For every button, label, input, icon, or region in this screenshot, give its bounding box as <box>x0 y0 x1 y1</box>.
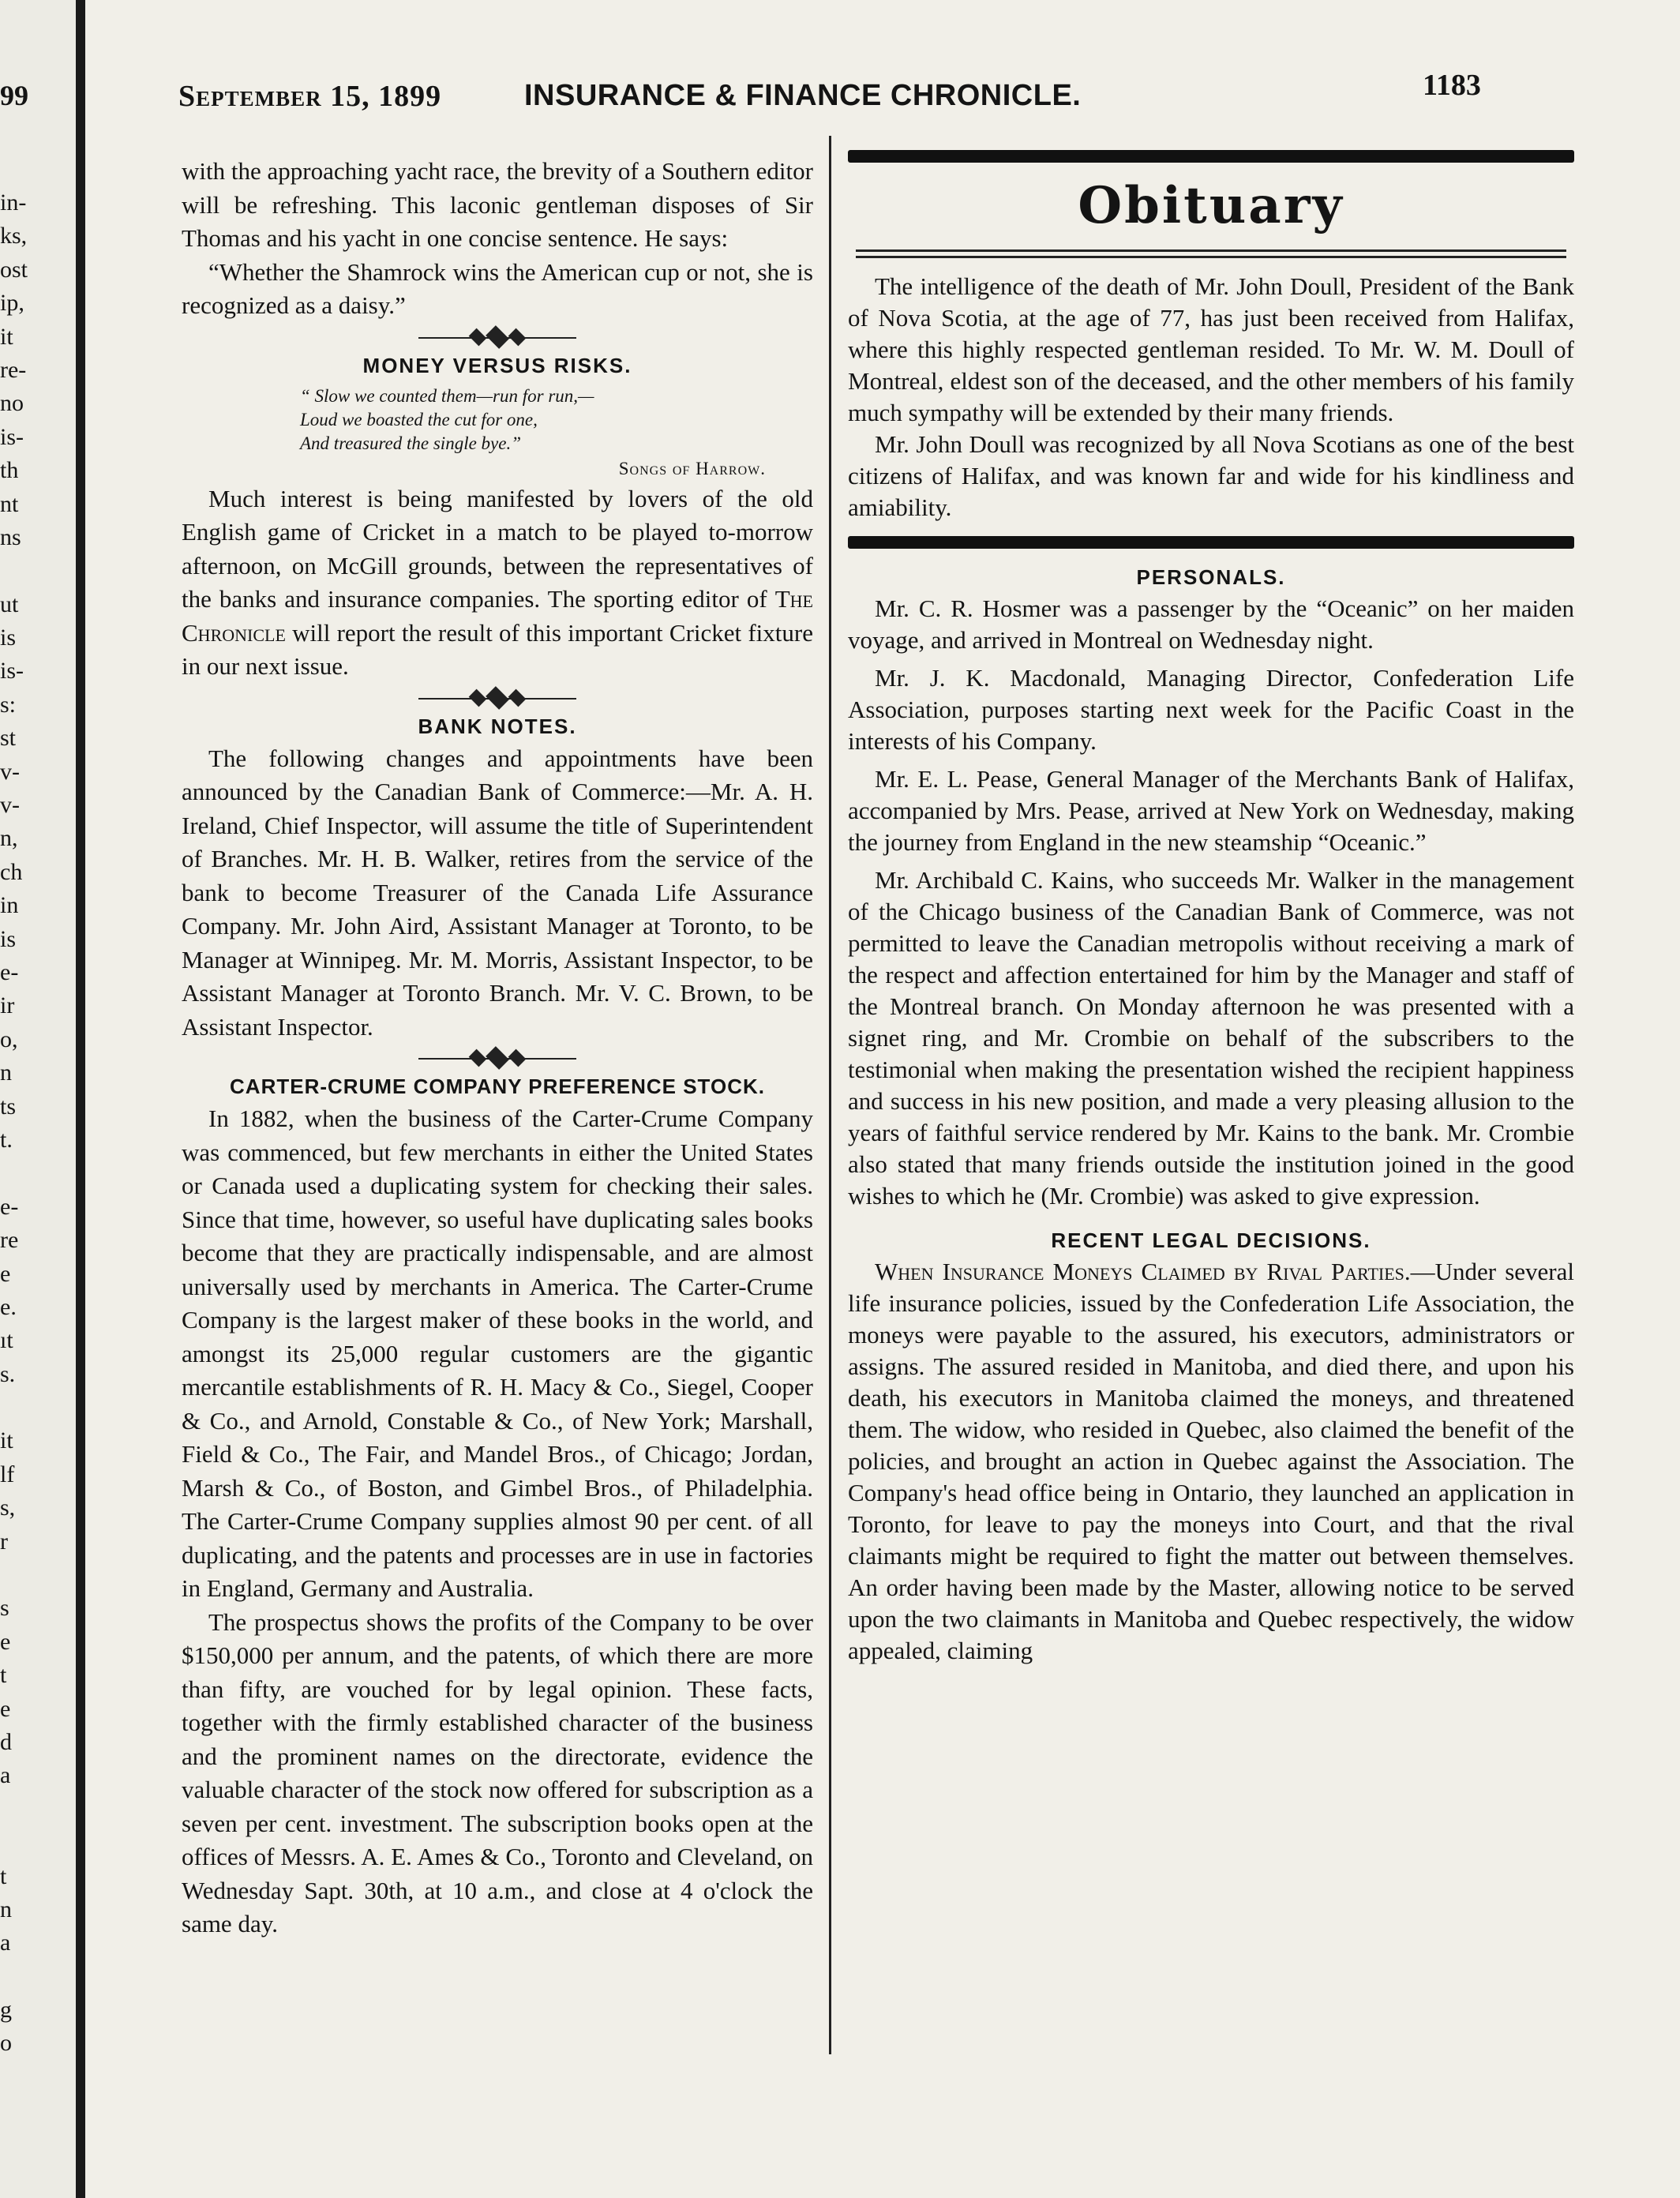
personal-item: Mr. J. K. Macdonald, Managing Director, Confederation Life Association, purposes starting next week for the Pacific Coast in the interests of his Company. <box>848 664 1574 755</box>
previous-page-fragment: is- <box>0 658 24 685</box>
previous-page-fragment: v- <box>0 758 20 785</box>
section-ornament <box>418 328 576 348</box>
bank-notes-paragraph: The following changes and appointments have been announced by the Canadian Bank of Commerce:—Mr. A. H. Ireland, Chief Inspector, will assume the title of Superintendent of Branches. Mr. H. B. Walker, retires from the service of the bank to become Treasurer of the Canada Life Assurance Company. Mr. John Aird, Assistant Manager at Toronto, to be Manager at Winnipeg. Mr. M. Morris, Assistant Inspector, to be Assistant Manager at Toronto Branch. Mr. V. C. Brown, to be Assistant Inspector. <box>182 744 813 1041</box>
verse-quote <box>300 384 813 456</box>
previous-page-fragment: d <box>0 1728 12 1755</box>
legal-body: —Under several life insurance policies, issued by the Confederation Life Association, the moneys were payable to the assured, his executors, administrators or assigns. The assured resided in Manitoba, and died there, and upon his death, his executors in Manitoba claimed the moneys, and threatened them. The widow, who resided in Quebec, also claimed the benefit of the policies, and brought an action in Quebec against the Association. The Company's head office being in Ontario, they launched an application in Toronto, for leave to pay the moneys into Court, and that the rival claimants might be required to fight the matter out between themselves. An order having been made by the Master, allowing notice to be served upon the two claimants in Manitoba and Quebec respectively, the widow appealed, claiming <box>848 1258 1574 1664</box>
previous-page-fragment <box>0 1826 28 1859</box>
previous-page-fragment: s <box>0 1595 9 1622</box>
shamrock-quote: “Whether the Shamrock wins the American cup or not, she is recognized as a daisy.” <box>182 257 813 319</box>
left-column <box>182 155 813 1941</box>
previous-page-fragment: v- <box>0 792 20 819</box>
previous-page-fragments <box>0 186 28 2061</box>
header-page-number: 1183 <box>1423 69 1481 102</box>
cricket-paragraph <box>182 482 813 684</box>
legal-decisions-paragraph <box>848 1256 1574 1667</box>
previous-page-fragment: ns <box>0 523 21 550</box>
section-ornament <box>418 1048 576 1069</box>
header-date: September 15, 1899 <box>178 80 442 113</box>
verse-attribution: Songs of Harrow. <box>618 458 766 478</box>
previous-page-fragment: no <box>0 390 24 417</box>
legal-decisions-heading: RECENT LEGAL DECISIONS. <box>1051 1228 1371 1252</box>
carter-crume-prospectus-paragraph: The prospectus shows the profits of the Company to be over $150,000 per annum, and the patents, of which there are more than fifty, are vouched for by legal opinion. These facts, together with the firmly established character of the business and the prominent names on the directorate, evidence the valuable character of the stock now offered for subscription as a seven per cent. investment. The subscription books open at the offices of Messrs. A. E. Ames & Co., Toronto and Cleveland, on Wednesday Sapt. 30th, at 10 a.m., and close at 4 o'clock the same day. <box>182 1607 813 1937</box>
carter-crume-paragraph: In 1882, when the business of the Carter-Crume Company was commenced, but few merchants in either the United States or Canada used a duplicating system for checking their sales. Since that time, however, so useful have duplicating sales books become that they are practically indispensable, and are almost universally used by merchants in America. The Carter-Crume Company is the largest maker of these books in the world, and amongst its 25,000 regular customers are the gigantic mercantile establishments of R. H. Macy & Co., Siegel, Cooper & Co., and Arnold, Constable & Co., of New York; Marshall, Field & Co., The Fair, and Mandel Bros., of Chicago; Jordan, Marsh & Co., of Boston, and Gimbel Bros., of Philadelphia. The Carter-Crume Company supplies almost 90 per cent. of all duplicating, and the patents and processes are in use in factories in England, Germany and Australia. <box>182 1105 813 1602</box>
money-versus-risks-heading: MONEY VERSUS RISKS. <box>362 353 632 377</box>
previous-page-fragment: ut <box>0 591 19 617</box>
intro-paragraph: with the approaching yacht race, the brevity of a Southern editor will be refreshing. This laconic gentleman disposes of Sir Thomas and his yacht in one concise sentence. He says: <box>182 157 813 252</box>
previous-page-fragment: e- <box>0 958 19 985</box>
previous-page-fragment: n, <box>0 825 18 852</box>
previous-page-fragment: s. <box>0 1360 16 1387</box>
previous-page-fragment: th <box>0 457 19 484</box>
verse-line: “ Slow we counted them—run for run,— <box>300 385 594 406</box>
previous-page-fragment: in <box>0 892 19 919</box>
obituary-bottom-rule <box>856 249 1566 252</box>
previous-page-fragment: st <box>0 725 17 752</box>
verse-line: Loud we boasted the cut for one, <box>300 409 538 429</box>
carter-crume-heading: CARTER-CRUME COMPANY PREFERENCE STOCK. <box>230 1075 765 1098</box>
previous-page-fragment: s: <box>0 691 17 718</box>
previous-page-fragment <box>0 1157 28 1190</box>
previous-page-number: 99 <box>0 80 28 111</box>
cricket-text-end: will report the result of this important Cricket fixture in our next issue. <box>182 618 813 680</box>
section-ornament <box>418 688 576 709</box>
previous-page-fragment: a <box>0 1930 11 1956</box>
previous-page-fragment: re- <box>0 356 27 383</box>
previous-page-fragment <box>0 1793 28 1826</box>
previous-page-fragment: e. <box>0 1293 17 1320</box>
previous-page-fragment: ost <box>0 256 28 283</box>
personal-item: Mr. C. R. Hosmer was a passenger by the “Oceanic” on her maiden voyage, and arrived in Montreal on Wednesday night. <box>848 595 1574 654</box>
previous-page-fragment: ip, <box>0 290 24 317</box>
previous-page-fragment: ts <box>0 1093 17 1120</box>
previous-page-fragment <box>0 1558 28 1592</box>
previous-page-fragment: n <box>0 1060 12 1086</box>
verse-line: And treasured the single bye.” <box>300 433 521 453</box>
previous-page-fragment: lf <box>0 1461 15 1487</box>
previous-page-fragment: in- <box>0 189 27 216</box>
previous-page-fragment: e <box>0 1695 11 1722</box>
previous-page-fragment: t. <box>0 1126 13 1153</box>
previous-page-fragment: r <box>0 1528 8 1555</box>
previous-page-fragment: ıt <box>0 1327 13 1354</box>
obituary-paragraph: Mr. John Doull was recognized by all Nova Scotians as one of the best citizens of Halifax, and was known far and wide for his kindliness and amiability. <box>848 430 1574 521</box>
previous-page-fragment: o <box>0 2030 12 2057</box>
bank-notes-heading: BANK NOTES. <box>418 714 577 738</box>
previous-page-fragment: e <box>0 1260 11 1287</box>
previous-page-fragment: ir <box>0 992 15 1019</box>
obituary-heading: Obituary <box>1078 176 1344 235</box>
previous-page-fragment <box>0 1391 28 1424</box>
previous-page-fragment: a <box>0 1762 11 1789</box>
previous-page-fragment: re <box>0 1227 19 1254</box>
previous-page-fragment <box>0 1960 28 1994</box>
personal-item: Mr. Archibald C. Kains, who succeeds Mr. Walker in the management of the Chicago business of the Canadian Bank of Commerce, was not permitted to leave the Canadian metropolis without receiving a mark of the respect and affection entertained for him by the Manager and staff of the Montreal branch. On Monday afternoon he was presented with a signet ring, and Mr. Crombie on behalf of the subscribers to the testimonial when making the presentation wished the recipient happiness and success in his new position, and made a very pleasing allusion to the years of faithful service rendered by Mr. Kains to the bank. Mr. Crombie also stated that many friends outside the institution joined in the good wishes to which he (Mr. Crombie) was asked to give expression. <box>848 866 1574 1210</box>
cricket-text-start: Much interest is being manifested by lovers of the old English game of Cricket in a match to be played to-morrow afternoon, on McGill grounds, between the representatives of the banks and insurance companies. The sporting editor of <box>182 484 813 613</box>
previous-page-fragment: is <box>0 925 17 952</box>
previous-page-fragment: e <box>0 1628 11 1655</box>
legal-lead-in: When Insurance Moneys Claimed by Rival Parties. <box>875 1258 1411 1285</box>
personals-heading: PERSONALS. <box>1136 565 1286 589</box>
header-title: INSURANCE & FINANCE CHRONICLE. <box>524 79 1082 112</box>
previous-page-fragment <box>0 554 28 587</box>
previous-page-fragment: it <box>0 323 13 350</box>
obituary-paragraph: The intelligence of the death of Mr. John Doull, President of the Bank of Nova Scotia, at the age of 77, has just been received from Halifax, where this highly respected gentleman resided. To Mr. W. M. Doull of Montreal, eldest son of the deceased, and the other members of his family much sympathy will be extended by their many friends. <box>848 272 1574 426</box>
newspaper-page <box>85 0 1680 2198</box>
previous-page-fragment: s, <box>0 1495 16 1521</box>
previous-page-fragment: nt <box>0 490 19 517</box>
previous-page-fragment: t <box>0 1862 7 1889</box>
previous-page-fragment: ch <box>0 858 23 885</box>
right-column <box>848 150 1574 1667</box>
previous-page-edge <box>0 0 76 2198</box>
personal-item: Mr. E. L. Pease, General Manager of the Merchants Bank of Halifax, accompanied by Mrs. Pease, arrived at New York on Wednesday, making the journey from England in the new steamship “Oceanic.” <box>848 765 1574 856</box>
previous-page-fragment: it <box>0 1427 13 1454</box>
previous-page-fragment: ks, <box>0 223 28 249</box>
previous-page-fragment: o, <box>0 1026 18 1052</box>
previous-page-fragment: is <box>0 625 17 651</box>
previous-page-fragment: n <box>0 1896 12 1922</box>
column-divider <box>829 136 831 2054</box>
previous-page-fragment: t <box>0 1662 7 1689</box>
previous-page-fragment: g <box>0 1997 12 2024</box>
previous-page-fragment: is- <box>0 423 24 450</box>
personals-top-rule <box>848 536 1574 549</box>
obituary-top-rule <box>848 150 1574 163</box>
chronicle-name: The Chronicle <box>182 585 813 647</box>
previous-page-fragment: e- <box>0 1193 19 1220</box>
